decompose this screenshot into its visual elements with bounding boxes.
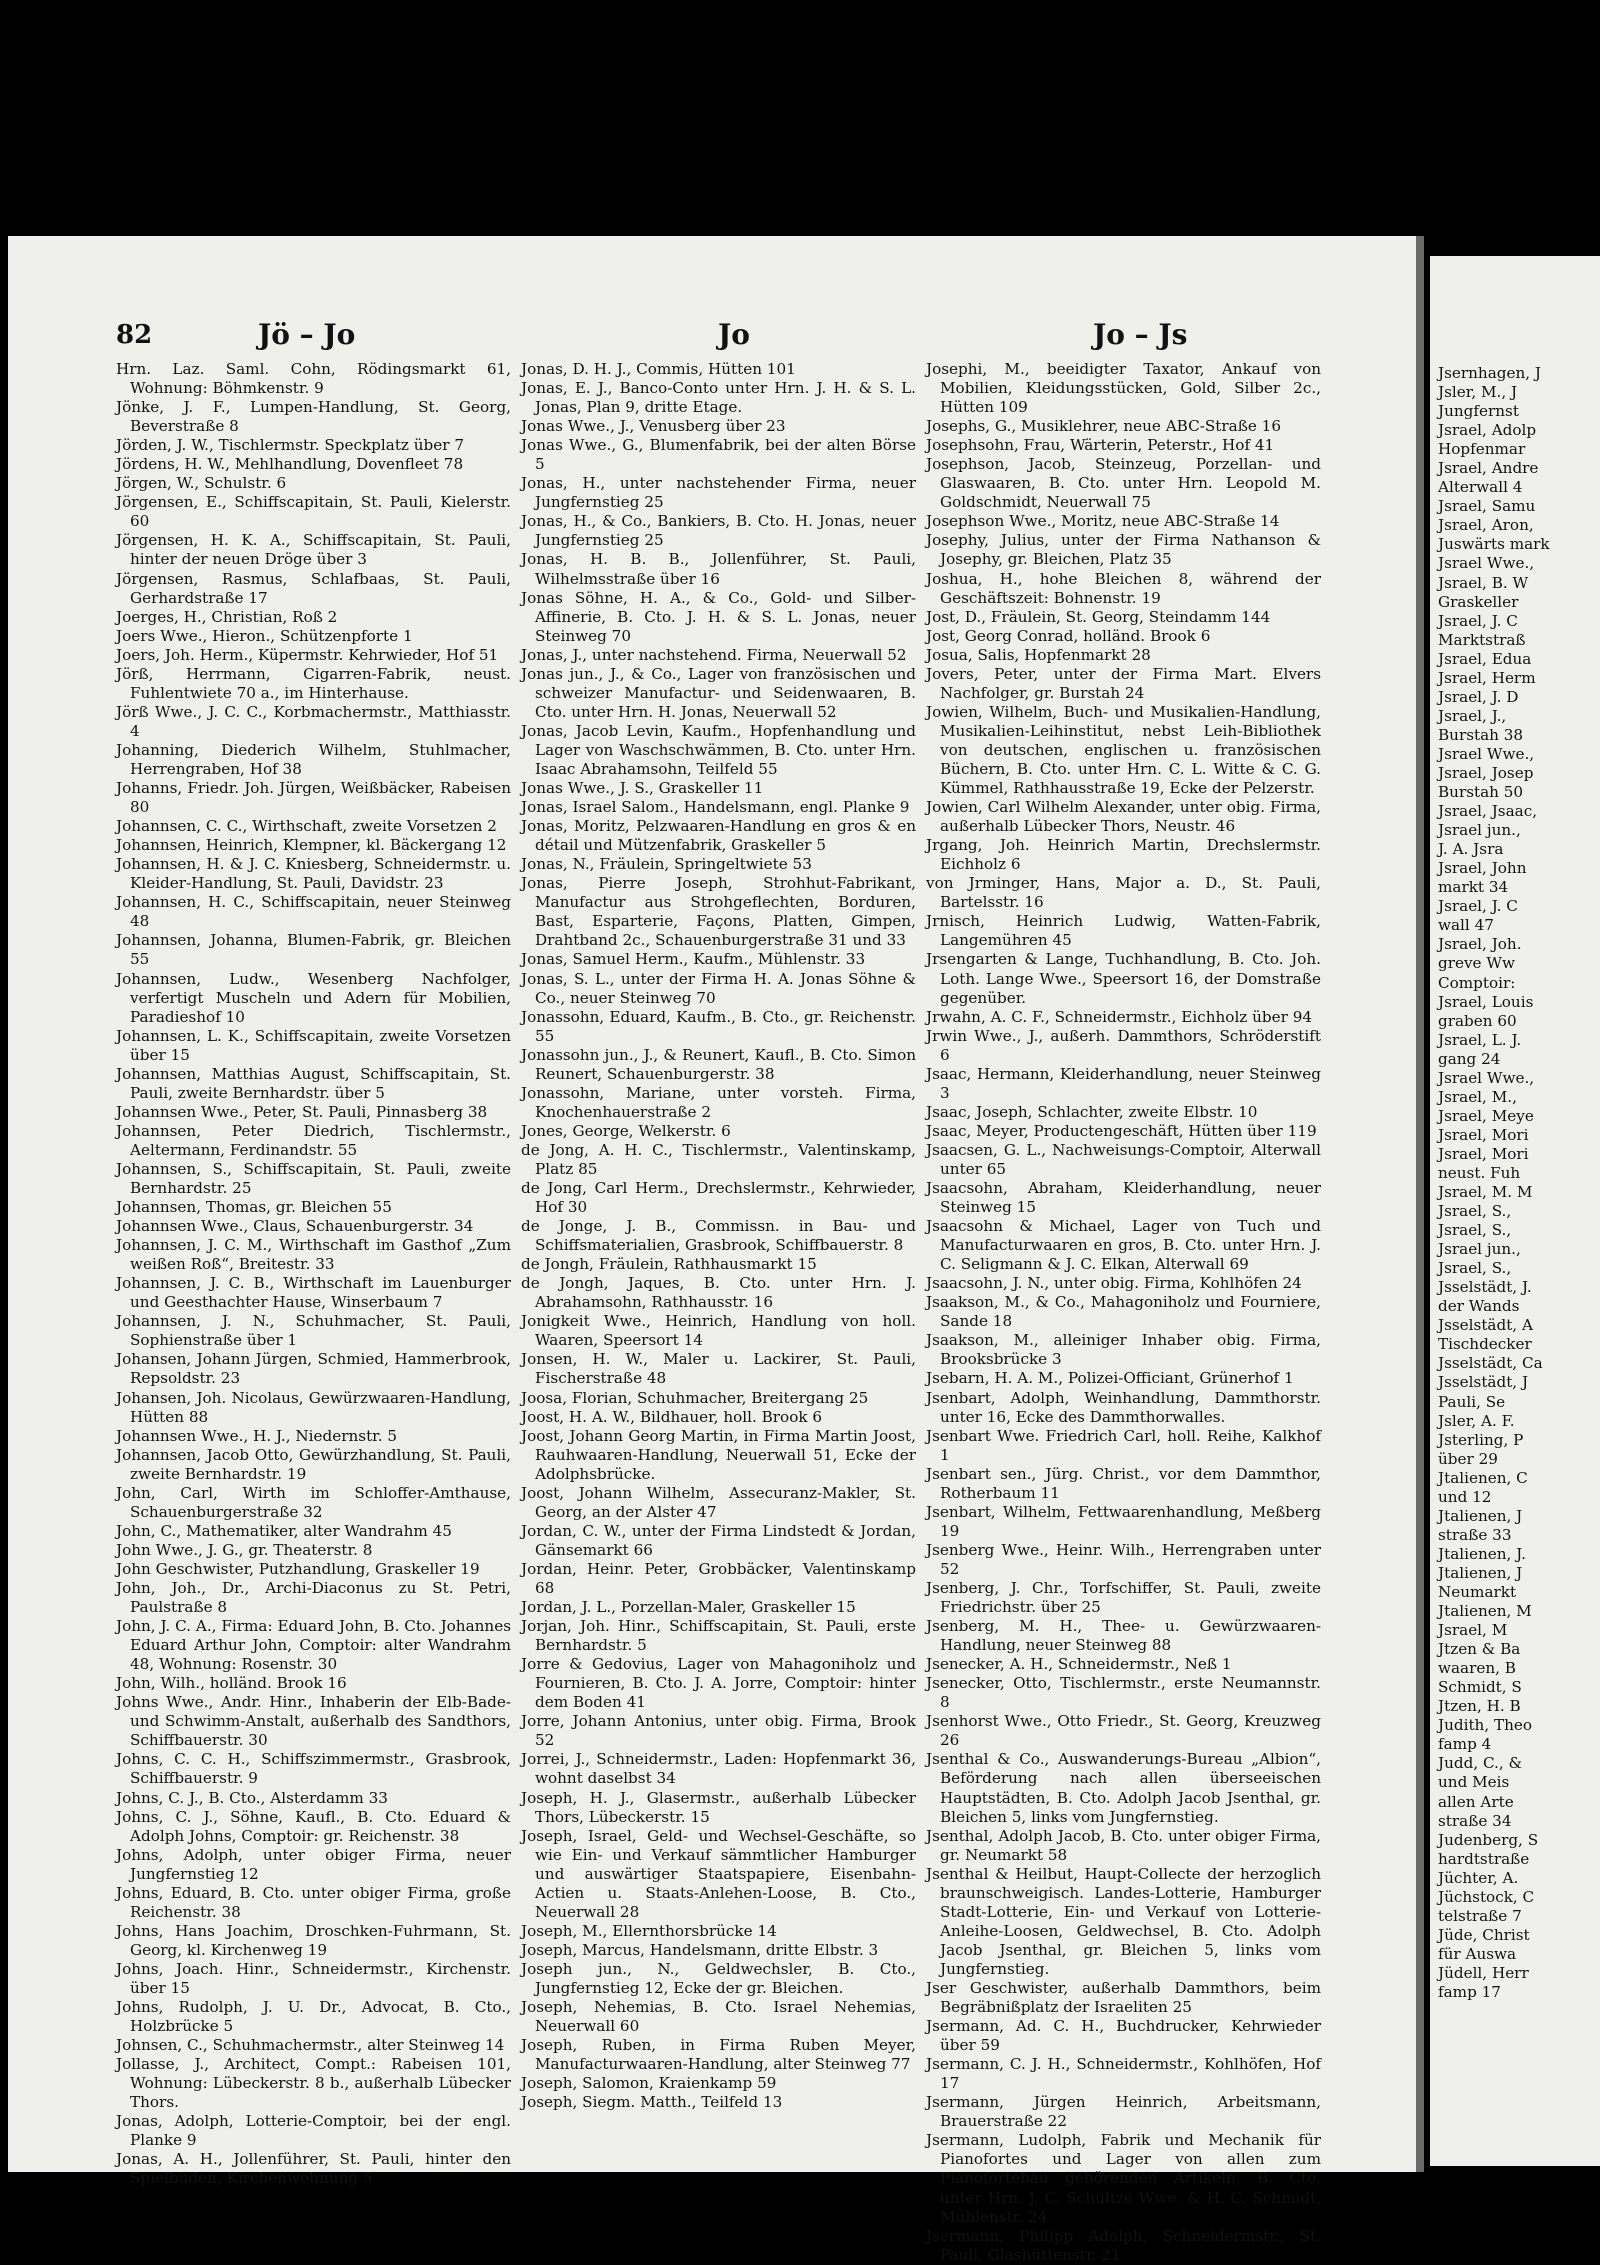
directory-entry: John, J. C. A., Firma: Eduard John, B. Cto. Johannes Eduard Arthur John, Comptoir: alter Wandrahm 48, Wohnung: Rosenstr. 30 (116, 1617, 511, 1674)
directory-entry: Johannsen, L. K., Schiffscapitain, zweite Vorsetzen über 15 (116, 1026, 511, 1064)
directory-entry: Johanning, Diederich Wilhelm, Stuhlmacher, Herrengraben, Hof 38 (116, 740, 511, 778)
directory-entry: Johns, C. J., B. Cto., Alsterdamm 33 (116, 1788, 388, 1807)
directory-entry: Jrwahn, A. C. F., Schneidermstr., Eichholz über 94 (926, 1007, 1313, 1026)
next-page-line: Jsrael, Samu (1438, 497, 1536, 516)
next-page-line: Judenberg, S (1438, 1830, 1539, 1849)
directory-entry: Jonas, Jacob Levin, Kaufm., Hopfenhandlung und Lager von Waschschwämmen, B. Cto. unter Hrn. Isaac Abrahamsohn, Teilfeld 55 (521, 721, 916, 778)
page-header (8, 316, 1416, 356)
next-page-line: und Meis (1438, 1773, 1510, 1792)
next-page-line: Jsrael jun., (1438, 1240, 1521, 1259)
next-page-line: Burstah 50 (1438, 783, 1524, 802)
directory-entry: Jonas Wwe., G., Blumenfabrik, bei der alten Börse 5 (521, 436, 916, 474)
directory-entry: Jsenbart sen., Jürg. Christ., vor dem Dammthor, Rotherbaum 11 (926, 1464, 1321, 1502)
directory-entry: Joseph, Israel, Geld- und Wechsel-Geschäfte, so wie Ein- und Verkauf sämmtlicher Hamburger und auswärtiger Staatspapiere, Eisenbahn-Actien u. Staats-Anlehen-Loose, B. Cto., Neuerwall 28 (521, 1826, 916, 1921)
directory-entry: Johns Wwe., Andr. Hinr., Inhaberin der Elb-Bade- und Schwimm-Anstalt, außerhalb des Sandthors, Schiffbauerstr. 30 (116, 1693, 511, 1750)
next-page-line: gang 24 (1438, 1049, 1501, 1068)
next-page-line: Schmidt, S (1438, 1678, 1522, 1697)
page-gutter (1416, 236, 1424, 2172)
directory-entry: Jörgen, W., Schulstr. 6 (116, 474, 287, 493)
next-page-line: Jsrael, Andre (1438, 459, 1539, 478)
next-page-line: Jsrael, S., (1438, 1259, 1512, 1278)
directory-entry: Joseph, Salomon, Kraienkamp 59 (521, 2074, 777, 2093)
directory-entry: Jonas Wwe., J. S., Graskeller 11 (521, 779, 764, 798)
directory-entry: Johannsen, Peter Diedrich, Tischlermstr., Aeltermann, Ferdinandstr. 55 (116, 1121, 511, 1159)
directory-entry: Jonas Söhne, H. A., & Co., Gold- und Silber-Affinerie, B. Cto. J. H. & S. L. Jonas, neuer Steinweg 70 (521, 588, 916, 645)
next-page-line: J. A. Jsra (1438, 840, 1504, 859)
directory-entry: Josephy, Julius, unter der Firma Nathanson & Josephy, gr. Bleichen, Platz 35 (926, 531, 1321, 569)
directory-entry: Jollasse, J., Architect, Compt.: Rabeisen 101, Wohnung: Lübeckerstr. 8 b., außerhalb Lübecker Thors. (116, 2055, 511, 2112)
next-page-line: Jtalienen, J (1438, 1506, 1523, 1525)
page-number: 82 (116, 320, 153, 350)
directory-entry: Jonassohn, Eduard, Kaufm., B. Cto., gr. Reichenstr. 55 (521, 1007, 916, 1045)
directory-entry: Jonas jun., J., & Co., Lager von französischen und schweizer Manufactur- und Seidenwaaren, B. Cto. unter Hrn. H. Jonas, Neuerwall 52 (521, 664, 916, 721)
directory-entry: Johannsen Wwe., H. J., Niedernstr. 5 (116, 1426, 398, 1445)
next-page-line: Jsterling, P (1438, 1430, 1524, 1449)
directory-entry: Johansen, Joh. Nicolaus, Gewürzwaaren-Handlung, Hütten 88 (116, 1388, 511, 1426)
directory-entry: de Jong, A. H. C., Tischlermstr., Valentinskamp, Platz 85 (521, 1140, 916, 1178)
directory-entry: Jowien, Wilhelm, Buch- und Musikalien-Handlung, Musikalien-Leihinstitut, nebst Leih-Bibliothek von deutschen, englischen u. französischen Büchern, B. Cto. unter Hrn. C. L. Witte & C. G. Kümmel, Rathhausstraße 19, Ecke der Pelzerstr. (926, 702, 1321, 798)
next-page-line: famp 4 (1438, 1735, 1492, 1754)
next-page-line: Graskeller (1438, 592, 1519, 611)
directory-entry: John Geschwister, Putzhandlung, Graskeller 19 (116, 1559, 480, 1578)
next-page-line: markt 34 (1438, 878, 1509, 897)
next-page-line: straße 33 (1438, 1525, 1512, 1544)
directory-entry: Jonas, J., unter nachstehend. Firma, Neuerwall 52 (521, 645, 907, 664)
next-page-line: Judd, C., & (1438, 1754, 1523, 1773)
directory-entry: Jones, George, Welkerstr. 6 (521, 1121, 731, 1140)
running-head-left: Jö – Jo (258, 318, 356, 351)
directory-entry: Jonassohn jun., J., & Reunert, Kaufl., B. Cto. Simon Reunert, Schauenburgerstr. 38 (521, 1045, 916, 1083)
directory-entry: Johns, Rudolph, J. U. Dr., Advocat, B. Cto., Holzbrücke 5 (116, 1998, 511, 2036)
directory-entry: Josua, Salis, Hopfenmarkt 28 (926, 645, 1151, 664)
directory-entry: Jörgensen, E., Schiffscapitain, St. Pauli, Kielerstr. 60 (116, 493, 511, 531)
directory-entry: Johannsen, J. C. M., Wirthschaft im Gasthof „Zum weißen Roß“, Breitestr. 33 (116, 1236, 511, 1274)
directory-entry: Jonas, A. H., Jollenführer, St. Pauli, hinter den Spielbuden, Kirchenwohnung 5 (116, 2150, 511, 2188)
directory-entry: Jonas, D. H. J., Commis, Hütten 101 (521, 360, 796, 378)
directory-entry: Joers, Joh. Herm., Küpermstr. Kehrwieder, Hof 51 (116, 645, 499, 664)
directory-entry: Josephi, M., beeidigter Taxator, Ankauf von Mobilien, Kleidungsstücken, Gold, Silber 2c., Hütten 109 (926, 360, 1321, 417)
directory-entry: Jorre, Johann Antonius, unter obig. Firma, Brook 52 (521, 1712, 916, 1750)
next-page-line: Jsrael, B. W (1438, 573, 1529, 592)
next-page-line: Jsrael, M., (1438, 1087, 1517, 1106)
directory-entry: Johannsen, C. C., Wirthschaft, zweite Vorsetzen 2 (116, 817, 497, 836)
next-page-line: Tischdecker (1438, 1335, 1532, 1354)
next-page-line: Jsrael Wwe., (1438, 1068, 1535, 1087)
directory-entry: Joosa, Florian, Schuhmacher, Breitergang 25 (521, 1388, 869, 1407)
directory-entry: Jsermann, Jürgen Heinrich, Arbeitsmann, Brauerstraße 22 (926, 2093, 1321, 2131)
directory-entry: Jörgensen, Rasmus, Schlafbaas, St. Pauli, Gerhardstraße 17 (116, 569, 511, 607)
directory-entry: Josephs, G., Musiklehrer, neue ABC-Straße 16 (926, 417, 1281, 436)
next-page-line: Burstah 38 (1438, 725, 1524, 744)
directory-entry: Hrn. Laz. Saml. Cohn, Rödingsmarkt 61, Wohnung: Böhmkenstr. 9 (116, 360, 511, 398)
directory-entry: Jordan, J. L., Porzellan-Maler, Graskeller 15 (521, 1598, 856, 1617)
directory-entry: Joseph, H. J., Glasermstr., außerhalb Lübecker Thors, Lübeckerstr. 15 (521, 1788, 916, 1826)
next-page-line: Jsrael, M. M (1438, 1183, 1533, 1202)
next-page-line: Juswärts mark (1438, 535, 1550, 554)
directory-entry: Johannsen, Matthias August, Schiffscapitain, St. Pauli, zweite Bernhardstr. über 5 (116, 1064, 511, 1102)
next-page-line: über 29 (1438, 1449, 1498, 1468)
directory-entry: Jowien, Carl Wilhelm Alexander, unter obig. Firma, außerhalb Lübecker Thors, Neustr. 46 (926, 798, 1321, 836)
next-page-line: Jsrael, J., (1438, 706, 1507, 725)
directory-entry: Johns, C. J., Söhne, Kaufl., B. Cto. Eduard & Adolph Johns, Comptoir: gr. Reichenstr. 38 (116, 1807, 511, 1845)
directory-entry: Joseph, Siegm. Matth., Teilfeld 13 (521, 2093, 783, 2112)
directory-entry: Johannsen, Heinrich, Klempner, kl. Bäckergang 12 (116, 836, 507, 855)
next-page-line: Jsrael Wwe., (1438, 744, 1535, 763)
directory-entry: Jsenthal & Co., Auswanderungs-Bureau „Albion“, Beförderung nach allen überseeischen Hauptstädten, B. Cto. Adolph Jacob Jsenthal, gr. Bleichen 5, links vom Jungfernstieg. (926, 1750, 1321, 1826)
directory-entry: Jrgang, Joh. Heinrich Martin, Drechslermstr. Eichholz 6 (926, 836, 1321, 874)
directory-entry: Jsaac, Hermann, Kleiderhandlung, neuer Steinweg 3 (926, 1064, 1321, 1102)
next-page-line: Jsrael, L. J. (1438, 1030, 1522, 1049)
next-page-line: Jsrael, S., (1438, 1202, 1512, 1221)
directory-entry: John, C., Mathematiker, alter Wandrahm 45 (116, 1521, 452, 1540)
directory-entry: Jonas, Adolph, Lotterie-Comptoir, bei der engl. Planke 9 (116, 2112, 511, 2150)
next-page-line: graben 60 (1438, 1011, 1517, 1030)
directory-entry: Johannsen Wwe., Claus, Schauenburgerstr. 34 (116, 1217, 474, 1236)
next-page-line: Jsrael, J. C (1438, 897, 1518, 916)
next-page-line: und 12 (1438, 1487, 1492, 1506)
next-page-line: Jsrael, Mori (1438, 1144, 1529, 1163)
directory-entry: Jordan, Heinr. Peter, Grobbäcker, Valentinskamp 68 (521, 1559, 916, 1597)
next-page-line: Jsrael, Meye (1438, 1106, 1534, 1125)
next-page-line: Jtzen, H. B (1438, 1697, 1521, 1716)
directory-entry: Jsenberg, J. Chr., Torfschiffer, St. Pauli, zweite Friedrichstr. über 25 (926, 1579, 1321, 1617)
next-page-line: Jsselstädt, J (1438, 1373, 1529, 1392)
directory-entry: Jonas, N., Fräulein, Springeltwiete 53 (521, 855, 812, 874)
directory-entry: Joseph, M., Ellernthorsbrücke 14 (521, 1921, 777, 1940)
next-page-line: telstraße 7 (1438, 1906, 1522, 1925)
next-page-line: Jsler, M., J (1438, 383, 1518, 402)
directory-entry: Joseph, Ruben, in Firma Ruben Meyer, Manufacturwaaren-Handlung, alter Steinweg 77 (521, 2036, 916, 2074)
directory-entry: Jörgensen, H. K. A., Schiffscapitain, St. Pauli, hinter der neuen Dröge über 3 (116, 531, 511, 569)
directory-entry: Jordan, C. W., unter der Firma Lindstedt & Jordan, Gänsemarkt 66 (521, 1521, 916, 1559)
directory-entry: Jörß Wwe., J. C. C., Korbmachermstr., Matthiasstr. 4 (116, 702, 511, 740)
directory-entry: Jsaac, Joseph, Schlachter, zweite Elbstr. 10 (926, 1102, 1258, 1121)
directory-entry: John Wwe., J. G., gr. Theaterstr. 8 (116, 1540, 373, 1559)
next-page-line: allen Arte (1438, 1792, 1514, 1811)
directory-entry: Jonas, Moritz, Pelzwaaren-Handlung en gros & en détail und Mützenfabrik, Graskeller 5 (521, 817, 916, 855)
next-page-line: Jsrael, Adolp (1438, 421, 1537, 440)
next-page-line: für Auswa (1438, 1944, 1517, 1963)
directory-entry: Joerges, H., Christian, Roß 2 (116, 607, 338, 626)
directory-entry: Johannsen, J. N., Schuhmacher, St. Pauli, Sophienstraße über 1 (116, 1312, 511, 1350)
next-page-line: Jsrael, Josep (1438, 763, 1534, 782)
next-page-line: Jsrael Wwe., (1438, 554, 1535, 573)
directory-entry: Joost, Johann Georg Martin, in Firma Martin Joost, Rauhwaaren-Handlung, Neuerwall 51, Ecke der Adolphsbrücke. (521, 1426, 916, 1483)
directory-entry: Jsebarn, H. A. M., Polizei-Officiant, Grünerhof 1 (926, 1369, 1294, 1388)
next-page-line: Jsrael, John (1438, 859, 1527, 878)
directory-entry: Jost, D., Fräulein, St. Georg, Steindamm 144 (926, 607, 1271, 626)
directory-entry: Jonas, Israel Salom., Handelsmann, engl. Planke 9 (521, 798, 910, 817)
directory-entry: de Jongh, Jaques, B. Cto. unter Hrn. J. Abrahamsohn, Rathhausstr. 16 (521, 1274, 916, 1312)
directory-entry: Johannsen, Johanna, Blumen-Fabrik, gr. Bleichen 55 (116, 931, 511, 969)
directory-entry: Jsaacsen, G. L., Nachweisungs-Comptoir, Alterwall unter 65 (926, 1140, 1321, 1178)
directory-entry: Jrwin Wwe., J., außerh. Dammthors, Schröderstift 6 (926, 1026, 1321, 1064)
next-page-line: Jüchter, A. (1438, 1868, 1519, 1887)
directory-entry: Jönke, J. F., Lumpen-Handlung, St. Georg, Beverstraße 8 (116, 398, 511, 436)
next-page-line: Jsrael jun., (1438, 821, 1521, 840)
directory-entry: Joshua, H., hohe Bleichen 8, während der Geschäftszeit: Bohnenstr. 19 (926, 569, 1321, 607)
directory-entry: Jonas, Samuel Herm., Kaufm., Mühlenstr. 33 (521, 950, 866, 969)
next-page-line: Judith, Theo (1438, 1716, 1533, 1735)
next-page-line: Jsrael, Edua (1438, 649, 1532, 668)
directory-entry: de Jonge, J. B., Commissn. in Bau- und Schiffsmaterialien, Grasbrook, Schiffbauerstr. 8 (521, 1217, 916, 1255)
next-page-line: Jüchstock, C (1438, 1887, 1535, 1906)
directory-entry: Johnsen, C., Schuhmachermstr., alter Steinweg 14 (116, 2036, 505, 2055)
directory-entry: Jsenthal, Adolph Jacob, B. Cto. unter obiger Firma, gr. Neumarkt 58 (926, 1826, 1321, 1864)
next-page-line: Jsrael, Louis (1438, 992, 1534, 1011)
directory-entry: Jsaacsohn, Abraham, Kleiderhandlung, neuer Steinweg 15 (926, 1179, 1321, 1217)
directory-entry: Jonigkeit Wwe., Heinrich, Handlung von holl. Waaren, Speersort 14 (521, 1312, 916, 1350)
directory-entry: Jser Geschwister, außerhalb Dammthors, beim Begräbnißplatz der Israeliten 25 (926, 1978, 1321, 2017)
directory-entry: Johansen, Johann Jürgen, Schmied, Hammerbrook, Repsoldstr. 23 (116, 1350, 511, 1388)
directory-entry: Johns, Hans Joachim, Droschken-Fuhrmann, St. Georg, kl. Kirchenweg 19 (116, 1921, 511, 1959)
directory-entry: Jrsengarten & Lange, Tuchhandlung, B. Cto. Joh. Loth. Lange Wwe., Speersort 16, der Domstraße gegenüber. (926, 950, 1321, 1007)
directory-entry: de Jongh, Fräulein, Rathhausmarkt 15 (521, 1255, 817, 1274)
directory-entry: Johannsen, Thomas, gr. Bleichen 55 (116, 1198, 392, 1217)
directory-entry: Jonas, E. J., Banco-Conto unter Hrn. J. H. & S. L. Jonas, Plan 9, dritte Etage. (521, 379, 916, 417)
next-page-line: Jsernhagen, J (1438, 364, 1541, 382)
directory-entry: Jorre & Gedovius, Lager von Mahagoniholz und Fournieren, B. Cto. J. A. Jorre, Comptoir: hinter dem Boden 41 (521, 1655, 916, 1712)
directory-entry: Johannsen, H. & J. C. Kniesberg, Schneidermstr. u. Kleider-Handlung, St. Pauli, Davidstr. 23 (116, 855, 511, 893)
running-head-center: Jo (718, 318, 750, 351)
next-page-line: hardtstraße (1438, 1849, 1530, 1868)
next-page-line: wall 47 (1438, 916, 1494, 935)
directory-entry: Jonas, S. L., unter der Firma H. A. Jonas Söhne & Co., neuer Steinweg 70 (521, 969, 916, 1007)
next-page-line: greve Ww (1438, 954, 1515, 973)
directory-entry: John, Joh., Dr., Archi-Diaconus zu St. Petri, Paulstraße 8 (116, 1579, 511, 1617)
next-page-line: der Wands (1438, 1297, 1520, 1316)
next-page-line: Jsrael, J. C (1438, 611, 1518, 630)
directory-entry: Johns, Joach. Hinr., Schneidermstr., Kirchenstr. über 15 (116, 1959, 511, 1997)
directory-entry: Joost, Johann Wilhelm, Assecuranz-Makler, St. Georg, an der Alster 47 (521, 1483, 916, 1521)
directory-entry: Jsenberg, M. H., Thee- u. Gewürzwaaren-Handlung, neuer Steinweg 88 (926, 1617, 1321, 1655)
directory-entry: Jsaacsohn & Michael, Lager von Tuch und Manufacturwaaren en gros, B. Cto. unter Hrn. J. C. Seligmann & J. C. Elkan, Alterwall 69 (926, 1217, 1321, 1274)
next-page-line: Jsrael, Joh. (1438, 935, 1522, 954)
directory-entry: Jsenecker, Otto, Tischlermstr., erste Neumannstr. 8 (926, 1674, 1321, 1712)
next-page-line: waaren, B (1438, 1659, 1516, 1678)
directory-entry: Jonas, H., unter nachstehender Firma, neuer Jungfernstieg 25 (521, 474, 916, 512)
next-page-line: Jsrael, Aron, (1438, 516, 1534, 535)
directory-entry: Jsaacsohn, J. N., unter obig. Firma, Kohlhöfen 24 (926, 1274, 1302, 1293)
directory-entry: Jovers, Peter, unter der Firma Mart. Elvers Nachfolger, gr. Burstah 24 (926, 664, 1321, 702)
directory-entry: Jsaakson, M., & Co., Mahagoniholz und Fourniere, Sande 18 (926, 1293, 1321, 1331)
next-page-line: Neumarkt (1438, 1583, 1517, 1601)
next-page-line: Jüde, Christ (1438, 1925, 1530, 1944)
directory-entry: Jorjan, Joh. Hinr., Schiffscapitain, St. Pauli, erste Bernhardstr. 5 (521, 1617, 916, 1655)
directory-entry: Jsermann, Philipp Adolph, Schneidermstr., St. Pauli, Glashüttenstr. 21 (926, 2226, 1321, 2264)
directory-entry: Johns, Adolph, unter obiger Firma, neuer Jungfernstieg 12 (116, 1845, 511, 1883)
directory-entry: Jorrei, J., Schneidermstr., Laden: Hopfenmarkt 36, wohnt daselbst 34 (521, 1750, 916, 1788)
directory-entry: Joseph jun., N., Geldwechsler, B. Cto., Jungfernstieg 12, Ecke der gr. Bleichen. (521, 1959, 916, 1997)
next-page-line: Hopfenmar (1438, 440, 1526, 459)
directory-entry: John, Wilh., holländ. Brook 16 (116, 1674, 347, 1693)
next-page-line: Jungfernst (1438, 402, 1519, 421)
directory-entry: Jonas Wwe., J., Venusberg über 23 (521, 417, 786, 436)
next-page-line: Jsrael, Herm (1438, 668, 1536, 687)
next-page-line: Jtalienen, M (1438, 1602, 1532, 1621)
directory-entry: Jonas, H. B. B., Jollenführer, St. Pauli, Wilhelmsstraße über 16 (521, 550, 916, 588)
directory-entry: Joseph, Marcus, Handelsmann, dritte Elbstr. 3 (521, 1940, 879, 1959)
directory-entry: Josephsohn, Frau, Wärterin, Peterstr., Hof 41 (926, 436, 1275, 455)
directory-column-3 (926, 360, 1321, 2264)
next-page-line: Jtalienen, J (1438, 1563, 1523, 1582)
next-page-line: Comptoir: (1438, 973, 1516, 992)
next-page-line: Jsrael, J. D (1438, 687, 1519, 706)
directory-entry: Jsermann, Ludolph, Fabrik und Mechanik für Pianofortes und Lager von allen zum Pianofortebau gehörenden Artikeln, B. Cto. unter Hrn. J. C. Schultze Wwe. & H. C. Schmidt, Mühlenstr. 24 (926, 2131, 1321, 2226)
directory-entry: Jsermann, Ad. C. H., Buchdrucker, Kehrwieder über 59 (926, 2017, 1321, 2055)
directory-entry: Johannsen, H. C., Schiffscapitain, neuer Steinweg 48 (116, 893, 511, 931)
next-page-line: Jsselstädt, A (1438, 1316, 1533, 1335)
directory-entry: Johns, Eduard, B. Cto. unter obiger Firma, große Reichenstr. 38 (116, 1883, 511, 1921)
next-page-line: Jtalienen, J. (1438, 1544, 1526, 1563)
directory-column-1 (116, 360, 511, 2188)
directory-entry: de Jong, Carl Herm., Drechslermstr., Kehrwieder, Hof 30 (521, 1179, 916, 1217)
directory-entry: Jonas, Pierre Joseph, Strohhut-Fabrikant, Manufactur aus Strohgeflechten, Borduren, Bast, Esparterie, Façons, Platten, Gimpen, Drahtband 2c., Schauenburgerstraße 31 und 33 (521, 874, 916, 950)
next-page-line: famp 17 (1438, 1982, 1501, 2001)
directory-entry: Jsenthal & Heilbut, Haupt-Collecte der herzoglich braunschweigisch. Landes-Lotterie, Hamburger Stadt-Lotterie, Ein- und Verkauf von Lotterie-Anleihe-Loosen, Geldwechsel, B. Cto. Adolph Jacob Jsenthal, gr. Bleichen 5, links vom Jungfernstieg. (926, 1864, 1321, 1978)
next-page-line: Jsrael, M (1438, 1621, 1508, 1640)
directory-page (8, 236, 1416, 2264)
directory-entry: Jsaac, Meyer, Productengeschäft, Hütten über 119 (926, 1121, 1317, 1140)
directory-entry: Jsenbart, Adolph, Weinhandlung, Dammthorstr. unter 16, Ecke des Dammthorwalles. (926, 1388, 1321, 1426)
running-head-right: Jo – Js (1093, 318, 1188, 351)
next-page-line: neust. Fuh (1438, 1163, 1521, 1182)
next-page-line: Jsrael, Mori (1438, 1125, 1529, 1144)
directory-entry: Jsenbart Wwe. Friedrich Carl, holl. Reihe, Kalkhof 1 (926, 1426, 1321, 1464)
directory-entry: Joseph, Nehemias, B. Cto. Israel Nehemias, Neuerwall 60 (521, 1998, 916, 2036)
next-page-line: straße 34 (1438, 1811, 1512, 1830)
directory-entry: Johannsen, J. C. B., Wirthschaft im Lauenburger und Geesthachter Hause, Winserbaum 7 (116, 1274, 511, 1312)
directory-entry: Jonsen, H. W., Maler u. Lackirer, St. Pauli, Fischerstraße 48 (521, 1350, 916, 1388)
directory-entry: Jonassohn, Mariane, unter vorsteh. Firma, Knochenhauerstraße 2 (521, 1083, 916, 1121)
next-page-line: Jsrael, Jsaac, (1438, 802, 1538, 821)
directory-entry: von Jrminger, Hans, Major a. D., St. Pauli, Bartelsstr. 16 (926, 874, 1321, 912)
directory-entry: Jörß, Herrmann, Cigarren-Fabrik, neust. Fuhlentwiete 70 a., im Hinterhause. (116, 664, 511, 702)
directory-entry: Josephson, Jacob, Steinzeug, Porzellan- und Glaswaaren, B. Cto. unter Hrn. Leopold M. Goldschmidt, Neuerwall 75 (926, 455, 1321, 512)
next-page-fragment (1430, 256, 1600, 2166)
directory-column-2 (521, 360, 916, 2180)
directory-entry: Joers Wwe., Hieron., Schützenpforte 1 (116, 626, 413, 645)
directory-entry: Johanns, Friedr. Joh. Jürgen, Weißbäcker, Rabeisen 80 (116, 779, 511, 817)
next-page-line: Jsler, A. F. (1438, 1411, 1515, 1430)
directory-entry: Josephson Wwe., Moritz, neue ABC-Straße 14 (926, 512, 1280, 531)
next-page-line: Jsrael, S., (1438, 1221, 1512, 1240)
next-page-line: Jsselstädt, Ca (1438, 1354, 1543, 1373)
directory-entry: Jsaakson, M., alleiniger Inhaber obig. Firma, Brooksbrücke 3 (926, 1331, 1321, 1369)
directory-entry: Johannsen, Jacob Otto, Gewürzhandlung, St. Pauli, zweite Bernhardstr. 19 (116, 1445, 511, 1483)
directory-entry: Jsenhorst Wwe., Otto Friedr., St. Georg, Kreuzweg 26 (926, 1712, 1321, 1750)
directory-entry: Johannsen, Ludw., Wesenberg Nachfolger, verfertigt Muscheln und Adern für Mobilien, Paradieshof 10 (116, 969, 511, 1026)
next-page-line: Jtzen & Ba (1438, 1640, 1521, 1659)
next-page-lines (1438, 364, 1598, 2002)
directory-entry: Jonas, H., & Co., Bankiers, B. Cto. H. Jonas, neuer Jungfernstieg 25 (521, 512, 916, 550)
directory-entry: Jsenbart, Wilhelm, Fettwaarenhandlung, Meßberg 19 (926, 1502, 1321, 1540)
directory-entry: Johannsen Wwe., Peter, St. Pauli, Pinnasberg 38 (116, 1102, 488, 1121)
directory-entry: Johannsen, S., Schiffscapitain, St. Pauli, zweite Bernhardstr. 25 (116, 1159, 511, 1198)
directory-entry: Joost, H. A. W., Bildhauer, holl. Brook 6 (521, 1407, 823, 1426)
directory-entry: Jsenecker, A. H., Schneidermstr., Neß 1 (926, 1655, 1232, 1674)
directory-entry: Jördens, H. W., Mehlhandlung, Dovenfleet 78 (116, 455, 464, 474)
directory-entry: Jörden, J. W., Tischlermstr. Speckplatz über 7 (116, 436, 464, 455)
directory-entry: Johns, C. C. H., Schiffszimmermstr., Grasbrook, Schiffbauerstr. 9 (116, 1750, 511, 1788)
next-page-line: Marktstraß (1438, 630, 1526, 649)
next-page-line: Jtalienen, C (1438, 1468, 1528, 1487)
directory-entry: Jsermann, C. J. H., Schneidermstr., Kohlhöfen, Hof 17 (926, 2055, 1321, 2093)
next-page-line: Pauli, Se (1438, 1392, 1506, 1411)
directory-entry: Jost, Georg Conrad, holländ. Brook 6 (926, 626, 1211, 645)
next-page-line: Alterwall 4 (1438, 478, 1523, 497)
directory-entry: Jsenberg Wwe., Heinr. Wilh., Herrengraben unter 52 (926, 1540, 1321, 1578)
next-page-line: Jsselstädt, J. (1438, 1278, 1532, 1297)
directory-entry: John, Carl, Wirth im Schloffer-Amthause, Schauenburgerstraße 32 (116, 1483, 511, 1521)
directory-entry: Jrnisch, Heinrich Ludwig, Watten-Fabrik, Langemühren 45 (926, 912, 1321, 950)
next-page-line: Jüdell, Herr (1438, 1963, 1529, 1982)
